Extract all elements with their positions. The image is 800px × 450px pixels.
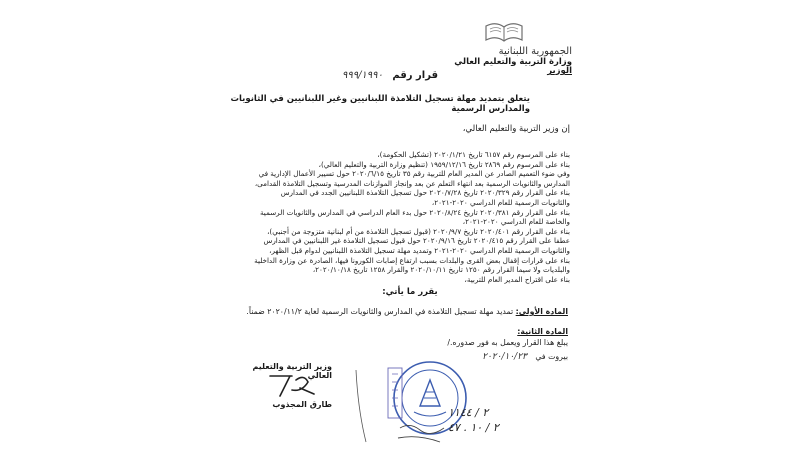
ministry-name: وزارة التربية والتعليم العالي [454,56,572,67]
recital-line: والبلديات ولا سيما القرار رقم ١٢٥٠ تاريخ ٢٠٢٠/١٠/١١ والقرار ١٢٥٨ تاريخ ٢٠٢٠/١٠/١٨، [312,265,570,275]
signature-block [242,362,332,409]
office-name: الوزير [547,66,572,77]
recital-line: وفي ضوء التعميم الصادر عن المدير العام للتربية رقم ٣٥ تاريخ ٢٠٢٠/٦/١٥ حول تسيير الأعمال الإدارية في [258,169,570,179]
recital-line: عطفا على القرار رقم ٢٠٢٠/٤١٥ تاريخ ٢٠٢٠/٩/١٦ حول قبول تسجيل التلامذة غير اللبنانيين في المدارس [263,236,570,246]
article-one-title: المادة الأولى: [515,307,568,316]
article-one-text: تمديد مهلة تسجيل التلامذة في المدارس والثانويات الرسمية لغاية ٢٠٢٠/١١/٢ ضمناً. [246,307,514,316]
recital-line: بناء على القرار رقم ٢٠٢٠/٣٨١ تاريخ ٢٠٢٠/٨/٢٤ حول بدء العام الدراسي في المدارس والثانويات الرسمية [259,207,570,217]
recitals-list [240,150,570,284]
recital-line: بناء على المرسوم رقم ٢٨٦٩ تاريخ ١٩٥٩/١٢/١٦ (تنظيم وزارة التربية والتعليم العالي)، [318,159,570,169]
handwritten-date: ٢٠٢٠/١٠/٢٣ [482,352,527,362]
decides-heading: يقرر ما يأتي: [382,287,438,297]
recital-line: والثانويات الرسمية للعام الدراسي ٢٠٢٠-٢٠٢١، [431,197,570,207]
decision-number: ٩٩٩/١٩٩٠ [341,70,383,81]
handwritten-signature [262,372,322,400]
article-one [238,307,568,316]
handwritten-ref-line: ٢ / ١٠ . ٤٧ [448,421,499,434]
recital-line: بناء على المرسوم رقم ٦١٥٧ تاريخ ٢٠٢٠/١/٢١ (تشكيل الحكومة)، [377,150,570,159]
open-book-icon [482,20,526,44]
article-two-text: يبلغ هذا القرار ويعمل به فور صدوره./ [447,338,568,347]
decision-label: قرار رقم [392,70,438,81]
republic-name: الجمهورية اللبنانية [498,46,572,57]
signatory-name: طارق المجذوب [272,400,332,409]
place-label: بيروت في [535,352,568,361]
recital-line: والثانويات الرسمية للعام الدراسي ٢٠٢٠-٢٠٢١ وتمديد مهلة تسجيل التلامذة اللبنانيين لدوام قبل الظهر، [269,245,570,255]
intro-line: إن وزير التربية والتعليم العالي، [462,124,570,134]
ministry-header [452,20,572,77]
signatory-title: وزير التربية والتعليم العالي [252,362,332,380]
decision-subject: يتعلق بتمديد مهلة تسجيل التلامذة اللبنانيين وغير اللبنانيين في الثانويات والمدارس الرسمية [230,94,530,114]
recital-line: بناء على اقتراح المدير العام للتربية، [464,274,570,284]
recital-line: المدارس والثانويات الرسمية بعد انتهاء التعلم عن بعد وإنجاز الموازنات المدرسية وتسجيل التلامذة القدامى، [254,178,570,188]
handwritten-ref-line: ٢ / ١١٤٤ [448,406,489,419]
article-two-title: المادة الثانية: [517,327,568,336]
decision-number-line [318,70,438,81]
recital-line: بناء على قرارات إقفال بعض القرى والبلدات بسبب ارتفاع إصابات الكورونا فيها، الصادرة عن وزارة الداخلية [254,255,570,265]
recital-line: بناء على القرار رقم ٢٠٢٠/٣٢٩ تاريخ ٢٠٢٠/٧/٢٨ حول تسجيل التلامذة اللبنانيين الجدد في المدارس [280,188,570,198]
recital-line: والخاصة للعام الدراسي ٢٠٢٠-٢٠٢١، [462,217,570,227]
official-stamp [348,350,498,450]
recital-line: بناء على القرار رقم ٢٠٢٠/٤٠١ تاريخ ٢٠٢٠/٩/٧ (قبول تسجيل التلامذة من أم لبنانية متزوجة من أجنبي)، [267,226,570,236]
handwritten-reference [448,405,528,435]
